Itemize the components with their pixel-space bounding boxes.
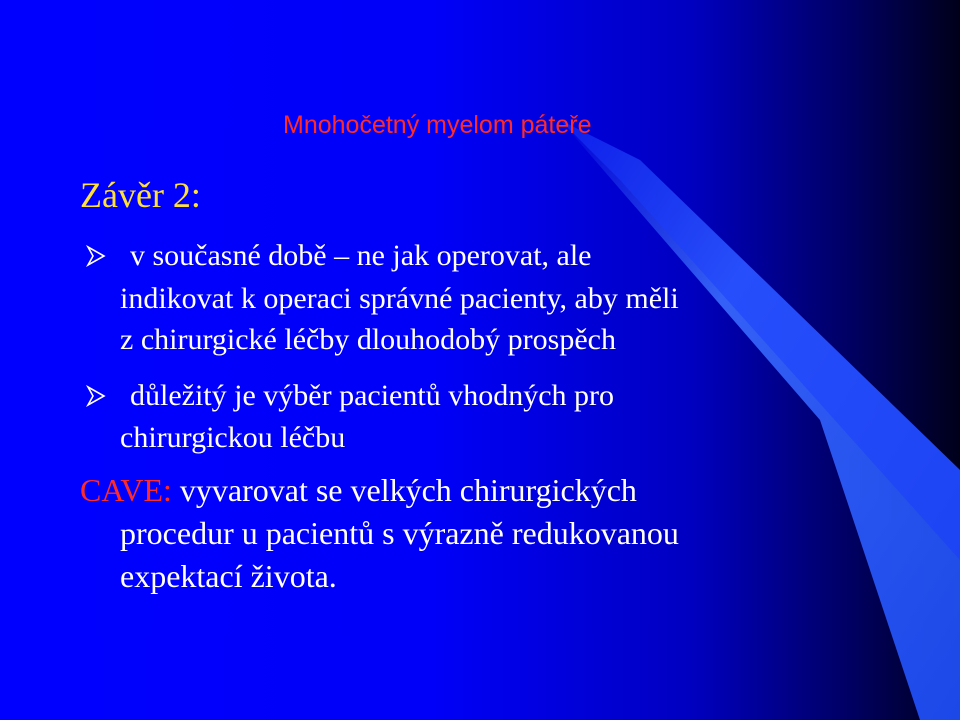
arrowhead-bullet-icon [86, 385, 106, 407]
cave-label: CAVE: [80, 472, 172, 508]
cave-line-3: expektací života. [120, 558, 337, 594]
bullet-1-line-2: indikovat k operaci správné pacienty, aby měli [120, 282, 679, 315]
arrowhead-bullet-icon [86, 245, 106, 267]
slide-heading: Závěr 2: [80, 175, 201, 215]
bullet-2-line-2: chirurgickou léčbu [120, 421, 346, 454]
cave-line-2: procedur u pacientů s výrazně redukovanou [120, 515, 679, 551]
bullet-1-line-3: z chirurgické léčby dlouhodobý prospěch [120, 323, 616, 356]
cave-line-1 [80, 470, 637, 510]
slide-title: Mnohočetný myelom páteře [283, 111, 592, 139]
bullet-2-line-1: důležitý je výběr pacientů vhodných pro [130, 379, 615, 412]
bullet-1-line-1: v současné době – ne jak operovat, ale [130, 239, 592, 272]
cave-text-1: vyvarovat se velkých chirurgických [171, 472, 637, 508]
